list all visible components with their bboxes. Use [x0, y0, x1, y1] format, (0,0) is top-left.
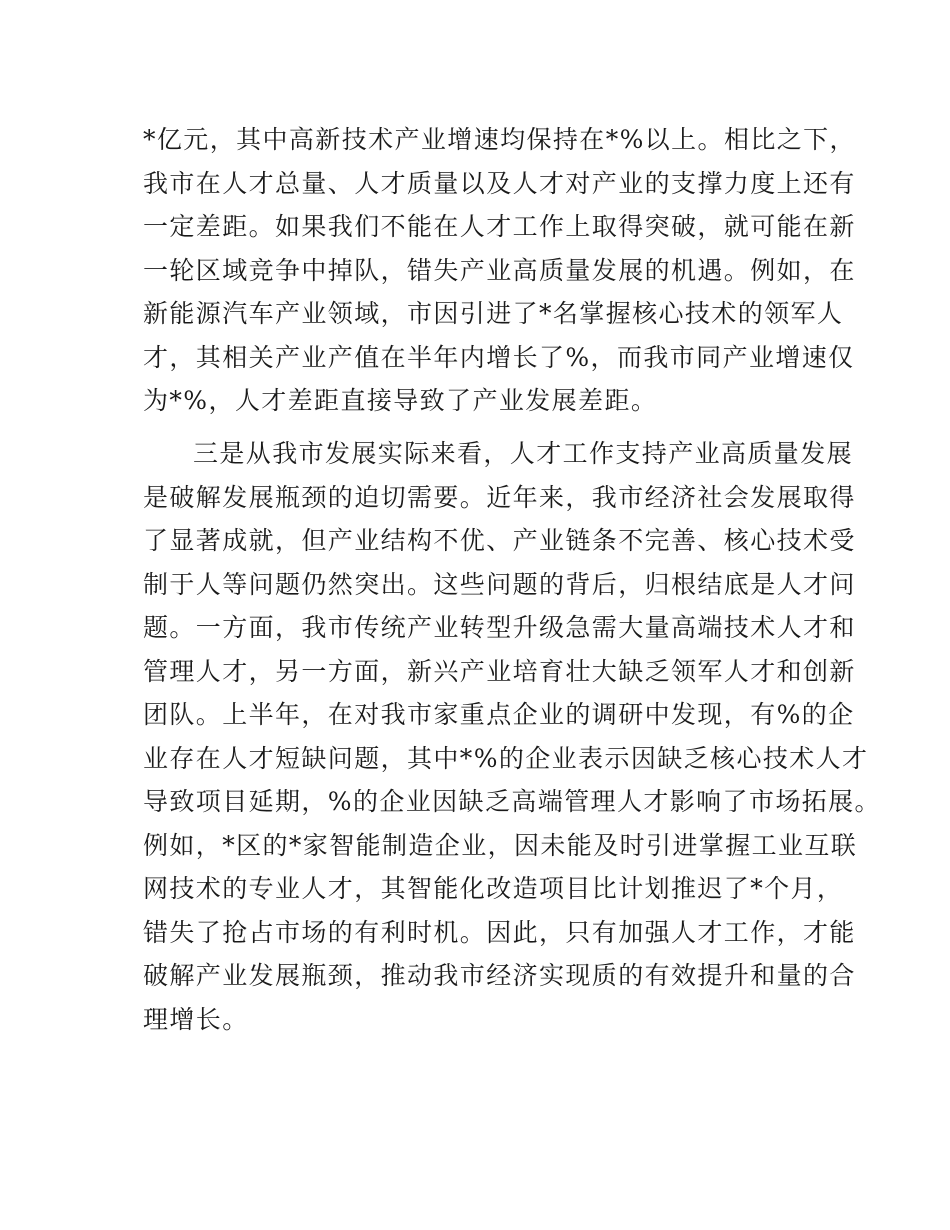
- paragraph-line: 一定差距。如果我们不能在人才工作上取得突破，就可能在新: [143, 212, 856, 241]
- paragraph-line: 管理人才，另一方面，新兴产业培育壮大缺乏领军人才和创新: [143, 656, 856, 686]
- paragraph-line: 三是从我市发展实际来看，人才工作支持产业高质量发展: [193, 439, 854, 468]
- paragraph-talent-gap: [143, 118, 856, 423]
- paragraph-line: 了显著成就，但产业结构不优、产业链条不完善、核心技术受: [143, 526, 856, 555]
- paragraph-line: 团队。上半年，在对我市家重点企业的调研中发现，有%的企: [143, 700, 855, 729]
- paragraph-line: 新能源汽车产业领域，市因引进了*名掌握核心技术的领军人: [143, 299, 844, 328]
- paragraph-line: 题。一方面，我市传统产业转型升级急需大量高端技术人才和: [143, 613, 856, 642]
- paragraph-line: 错失了抢占市场的有利时机。因此，只有加强人才工作，才能: [143, 917, 856, 947]
- paragraph-line: 为*%，人才差距直接导致了产业发展差距。: [143, 386, 658, 415]
- paragraph-line: 制于人等问题仍然突出。这些问题的背后，归根结底是人才问: [143, 569, 856, 599]
- paragraph-line: 才，其相关产业产值在半年内增长了%，而我市同产业增速仅: [143, 342, 855, 372]
- paragraph-line: 例如，*区的*家智能制造企业，因未能及时引进掌握工业互联: [143, 830, 858, 860]
- paragraph-development-bottleneck: [143, 432, 881, 1041]
- paragraph-line: 是破解发展瓶颈的迫切需要。近年来，我市经济社会发展取得: [143, 482, 856, 512]
- paragraph-line: 一轮区域竞争中掉队，错失产业高质量发展的机遇。例如，在: [143, 255, 856, 285]
- paragraph-line: 我市在人才总量、人才质量以及人才对产业的支撑力度上还有: [143, 168, 856, 198]
- paragraph-line: 理增长。: [143, 1004, 249, 1034]
- paragraph-line: 导致项目延期，%的企业因缺乏高端管理人才影响了市场拓展。: [143, 787, 881, 816]
- paragraph-line: 破解产业发展瓶颈，推动我市经济实现质的有效提升和量的合: [143, 961, 856, 990]
- paragraph-line: 网技术的专业人才，其智能化改造项目比计划推迟了*个月，: [143, 874, 844, 903]
- paragraph-line: 业存在人才短缺问题，其中*%的企业表示因缺乏核心技术人才: [143, 743, 869, 773]
- paragraph-line: *亿元，其中高新技术产业增速均保持在*%以上。相比之下，: [143, 125, 856, 154]
